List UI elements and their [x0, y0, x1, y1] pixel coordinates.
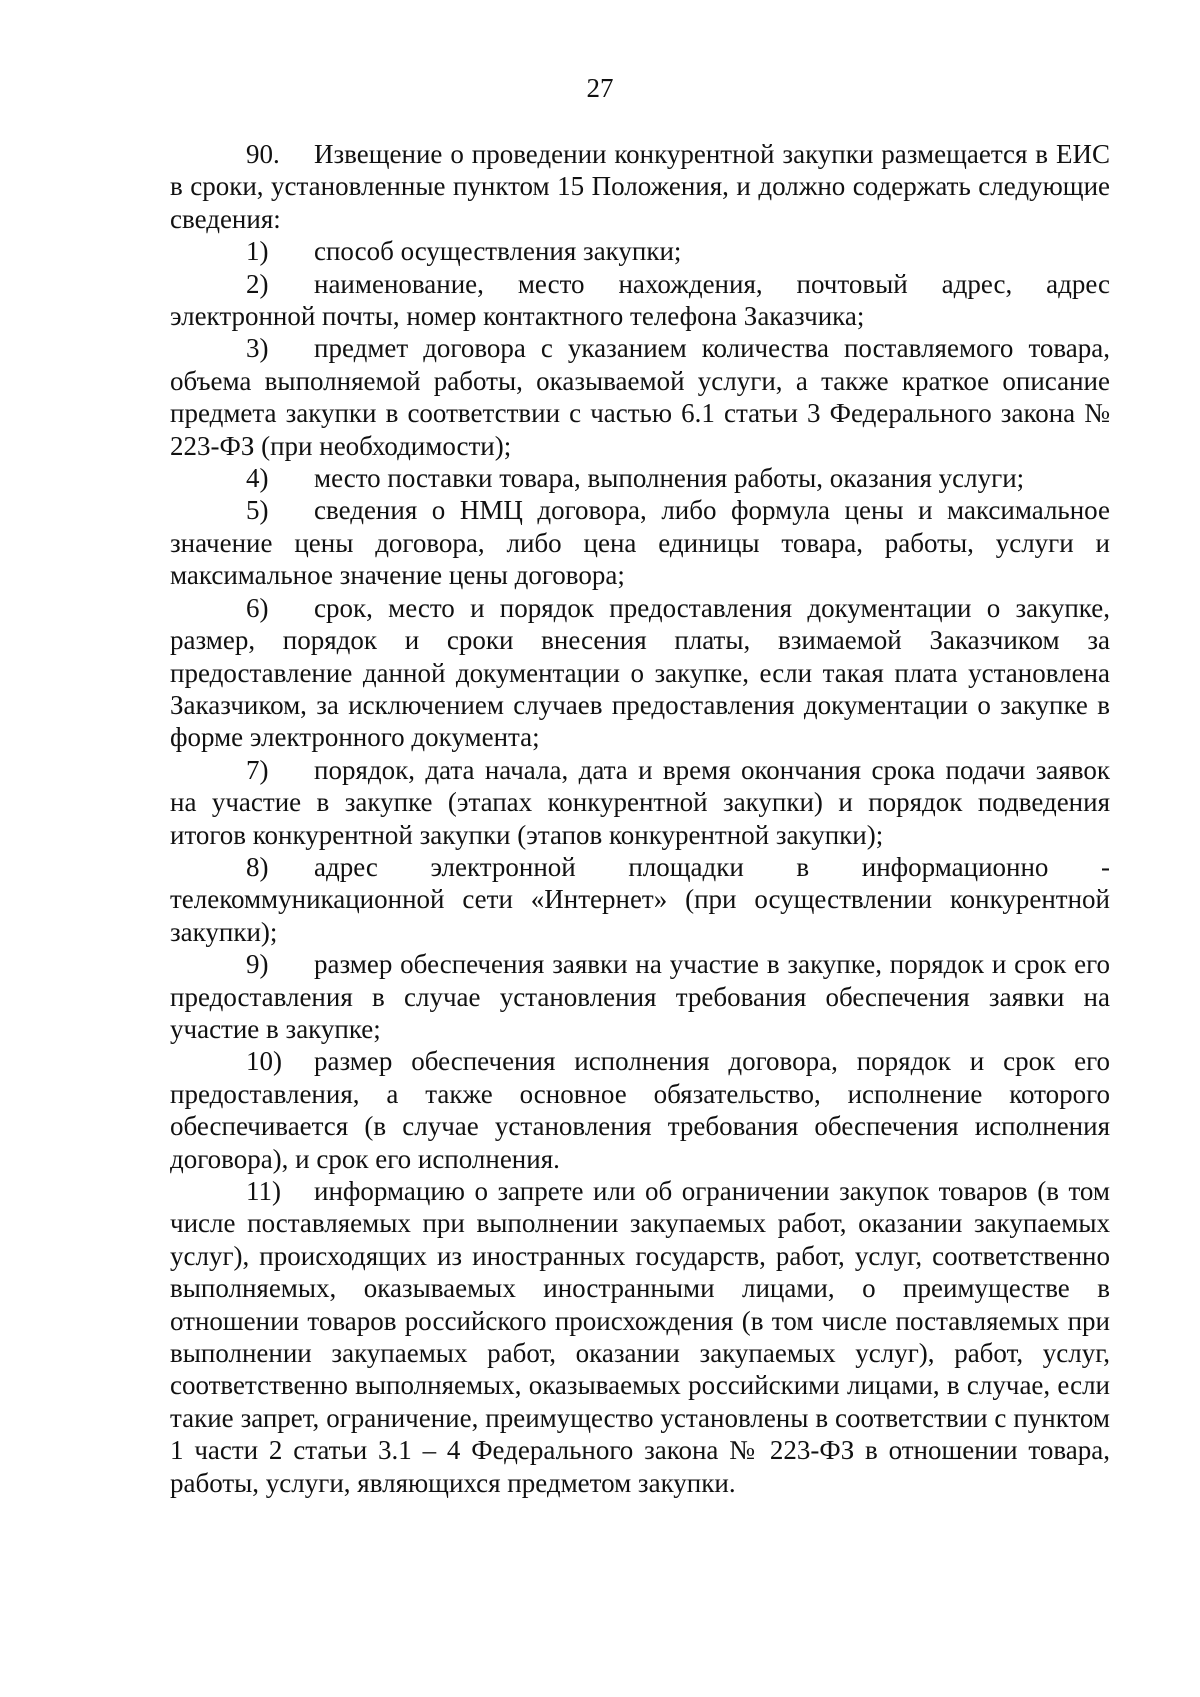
list-item: [170, 268, 1110, 333]
list-item: [170, 462, 1110, 494]
item-text: информацию о запрете или об ограничении закупок товаров (в том числе поставляемых при выполнении закупаемых работ, оказании закупаемых услуг), происходящих из иностранных государств, работ, услуг, соответственно выполняемых, оказываемых иностранными лицами, о преимуществе в отношении товаров российского происхождения (в том числе поставляемых при выполнении закупаемых работ, оказании закупаемых услуг), работ, услуг, соответственно выполняемых, оказываемых российскими лицами, в случае, если такие запрет, ограничение, преимущество установлены в соответствии с пунктом 1 части 2 статьи 3.1 – 4 Федерального закона № 223-ФЗ в отношении товара, работы, услуги, являющихся предметом закупки.: [170, 1176, 1110, 1498]
item-number: 9): [246, 949, 269, 980]
item-text: размер обеспечения заявки на участие в закупке, порядок и срок его предоставления в случае установления требования обеспечения заявки на участие в закупке;: [170, 949, 1110, 1044]
paragraph-text: Извещение о проведении конкурентной закупки размещается в ЕИС в сроки, установленные пунктом 15 Положения, и должно содержать следующие сведения:: [170, 139, 1110, 234]
item-number: 11): [246, 1176, 281, 1206]
item-number: 8): [246, 851, 269, 882]
page-number: 27: [586, 73, 614, 103]
list-item: [170, 494, 1110, 591]
item-number: 5): [246, 495, 269, 526]
item-number: 1): [246, 236, 269, 267]
item-text: срок, место и порядок предоставления документации о закупке, размер, порядок и сроки внесения платы, взимаемой Заказчиком за предоставление данной документации о закупке, если такая плата установлена Заказчиком, за исключением случаев предоставления документации о закупке в форме электронного документа;: [170, 592, 1110, 753]
item-number: 6): [246, 592, 269, 623]
paragraph-90: [170, 138, 1110, 235]
paragraph-number: 90.: [246, 139, 280, 169]
item-number: 7): [246, 754, 269, 785]
list-item: [170, 1175, 1110, 1499]
list-item: [170, 592, 1110, 754]
item-text: место поставки товара, выполнения работы, оказания услуги;: [314, 463, 1025, 494]
list-item: [170, 948, 1110, 1045]
list-item: [170, 851, 1110, 948]
item-text: наименование, место нахождения, почтовый адрес, адрес электронной почты, номер контактного телефона Заказчика;: [170, 268, 1110, 332]
list-item: [170, 754, 1110, 851]
item-number: 2): [246, 268, 269, 299]
list-item: [170, 1045, 1110, 1175]
list-item: [170, 235, 1110, 267]
item-text: предмет договора с указанием количества поставляемого товара, объема выполняемой работы, оказываемой услуги, а также краткое описание предмета закупки в соответствии с частью 6.1 статьи 3 Федерального закона № 223-ФЗ (при необходимости);: [170, 333, 1110, 461]
document-body: [170, 138, 1110, 1499]
item-number: 10): [246, 1046, 282, 1077]
item-text: порядок, дата начала, дата и время окончания срока подачи заявок на участие в закупке (этапах конкурентной закупки) и порядок подведения итогов конкурентной закупки (этапов конкурентной закупки);: [170, 754, 1110, 850]
item-text: сведения о НМЦ договора, либо формула цены и максимальное значение цены договора, либо цена единицы товара, работы, услуги и максимальное значение цены договора;: [170, 495, 1110, 591]
item-text: адрес электронной площадки в информационно - телекоммуникационной сети «Интернет» (при осуществлении конкурентной закупки);: [170, 851, 1110, 947]
item-text: способ осуществления закупки;: [314, 236, 682, 267]
item-text: размер обеспечения исполнения договора, порядок и срок его предоставления, а также основное обязательство, исполнение которого обеспечивается (в случае установления требования обеспечения исполнения договора), и срок его исполнения.: [170, 1046, 1110, 1174]
item-number: 3): [246, 333, 269, 364]
list-item: [170, 332, 1110, 462]
item-number: 4): [246, 463, 269, 494]
